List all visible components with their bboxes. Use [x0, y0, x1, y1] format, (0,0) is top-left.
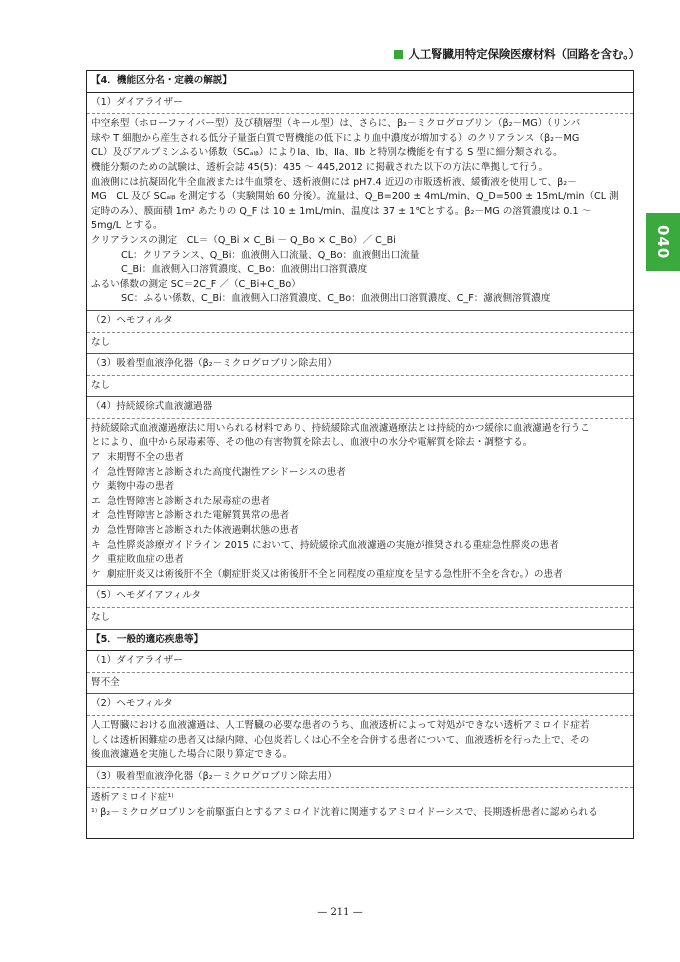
text-line: 5mg/L とする。	[91, 220, 163, 232]
clearance-definition: CL：クリアランス、Q_Bi：血液側入口流量、Q_Bo：血液側出口流量	[121, 249, 420, 261]
list-item: オ 急性腎障害と診断された電解質異常の患者	[91, 510, 290, 522]
list-item: イ 急性腎障害と診断された高度代謝性アシドーシスの患者	[91, 466, 346, 478]
list-item: ウ 薬物中毒の患者	[91, 481, 175, 493]
page-header	[394, 46, 640, 62]
s5-dialyzer-body: 腎不全	[87, 673, 633, 695]
s4-hdf-body: なし	[87, 608, 633, 630]
s4-hemofilter-body: なし	[87, 333, 633, 355]
text-line: MG CL 及び SCₐₗᵦ を測定する（実験開始 60 分後）。流量は、Q_B=200 ± 4mL/min、Q_D=500 ± 15mL/min（CL 測	[91, 191, 619, 203]
text-line: 後血液濾過を実施した場合に限り算定できる。	[91, 749, 293, 761]
green-square-icon	[394, 50, 403, 59]
s5-dialyzer-heading: （1）ダイアライザー	[87, 651, 633, 673]
header-title: 人工腎臓用特定保険医療材料（回路を含む。）	[408, 47, 640, 61]
sieving-definition: SC：ふるい係数、C_Bi：血液側入口溶質濃度、C_Bo：血液側出口溶質濃度、C_F：濾液側溶質濃度	[121, 293, 551, 305]
text-line: 人工腎臓における血液濾過は、人工腎臓の必要な患者のうち、血液透析によって対処ができない透析アミロイド症若	[91, 719, 590, 731]
text-line: しくは透析困難症の患者又は緑内障、心包炎若しくは心不全を合併する患者について、血液透析を行った上で、その	[91, 734, 590, 746]
text-line: 機能分類のための試験は、透析会誌 45(5)：435 ～ 445,2012 に掲載された以下の方法に準拠して行う。	[91, 161, 549, 173]
clearance-definition: C_Bi：血液側入口溶質濃度、C_Bo：血液側出口溶質濃度	[121, 264, 368, 276]
footnote: ¹⁾ β₂－ミクログロブリンを前駆蛋白とするアミロイド沈着に関連するアミロイドーシスで、長期透析患者に認められる	[91, 806, 598, 818]
s4-crrt-heading: （4）持続緩徐式血液濾過器	[87, 397, 633, 419]
chapter-tab-label: 040	[654, 224, 672, 260]
chapter-tab	[646, 213, 680, 271]
list-item: ア 末期腎不全の患者	[91, 452, 184, 464]
text-line: 定時のみ）、膜面積 1m² あたりの Q_F は 10 ± 1mL/min、温度は 37 ± 1℃とする。β₂－MG の溶質濃度は 0.1 ～	[91, 205, 592, 217]
sieving-formula: ふるい係数の測定 SC＝2C_F ／（C_Bi+C_Bo）	[91, 278, 301, 290]
text-line: とにより、血中から尿毒素等、その他の有害物質を除去し、血液中の水分や電解質を除去・調整する。	[91, 437, 533, 449]
section-5-title: 【5．一般的適応疾患等】	[87, 630, 633, 652]
s5-hemofilter-heading: （2）ヘモフィルタ	[87, 694, 633, 716]
s5-hemofilter-body	[87, 716, 633, 767]
list-item: エ 急性腎障害と診断された尿毒症の患者	[91, 495, 271, 507]
s4-crrt-body	[87, 419, 633, 587]
s5-adsorption-heading: （3）吸着型血液浄化器（β₂－ミクログロブリン除去用）	[87, 767, 633, 789]
page-number: — 211 —	[317, 907, 363, 918]
s4-hdf-heading: （5）ヘモダイアフィルタ	[87, 586, 633, 608]
s4-adsorption-heading: （3）吸着型血液浄化器（β₂－ミクログロブリン除去用）	[87, 354, 633, 376]
s4-adsorption-body: なし	[87, 376, 633, 398]
list-item: キ 急性膵炎診療ガイドライン 2015 において、持続緩徐式血液濾過の実施が推奨される重症急性膵炎の患者	[91, 539, 559, 551]
clearance-formula: クリアランスの測定 CL＝（Q_Bi × C_Bi － Q_Bo × C_Bo）／ C_Bi	[91, 234, 396, 246]
text-line: 球や T 細胞から産生される低分子量蛋白質で腎機能の低下により血中濃度が増加する）のクリアランス（β₂－MG	[91, 132, 580, 144]
section-4-title: 【4．機能区分名・定義の解説】	[87, 71, 633, 93]
list-item: カ 急性腎障害と診断された体液過剰状態の患者	[91, 525, 299, 537]
text-line: 透析アミロイド症¹⁾	[91, 792, 174, 804]
text-line: 持続緩除式血液濾過療法に用いられる材料であり、持続緩除式血液濾過療法とは持続的かつ緩徐に血液濾過を行うこ	[91, 422, 590, 434]
s4-dialyzer-heading: （1）ダイアライザー	[87, 93, 633, 115]
s4-dialyzer-body	[87, 114, 633, 311]
content-table	[86, 70, 634, 839]
s5-adsorption-body	[87, 788, 633, 823]
text-line: 血液側には抗凝固化牛全血液または牛血漿を、透析液側には pH7.4 近辺の市販透析液、緩衝液を使用して、β₂－	[91, 176, 577, 188]
text-line: CL）及びアルブミンふるい係数（SCₐₗᵦ）によりⅠa、Ⅰb、Ⅱa、Ⅱb と特別な機能を有する S 型に細分類される。	[91, 147, 563, 159]
s4-hemofilter-heading: （2）ヘモフィルタ	[87, 311, 633, 333]
text-line: 中空糸型（ホローファイバー型）及び積層型（キール型）は、さらに、β₂－ミクログロブリン（β₂－MG）（リンパ	[91, 118, 581, 130]
list-item: ケ 劇症肝炎又は術後肝不全（劇症肝炎又は術後肝不全と同程度の重症度を呈する急性肝不全を含む。）の患者	[91, 568, 563, 580]
list-item: ク 重症敗血症の患者	[91, 554, 184, 566]
